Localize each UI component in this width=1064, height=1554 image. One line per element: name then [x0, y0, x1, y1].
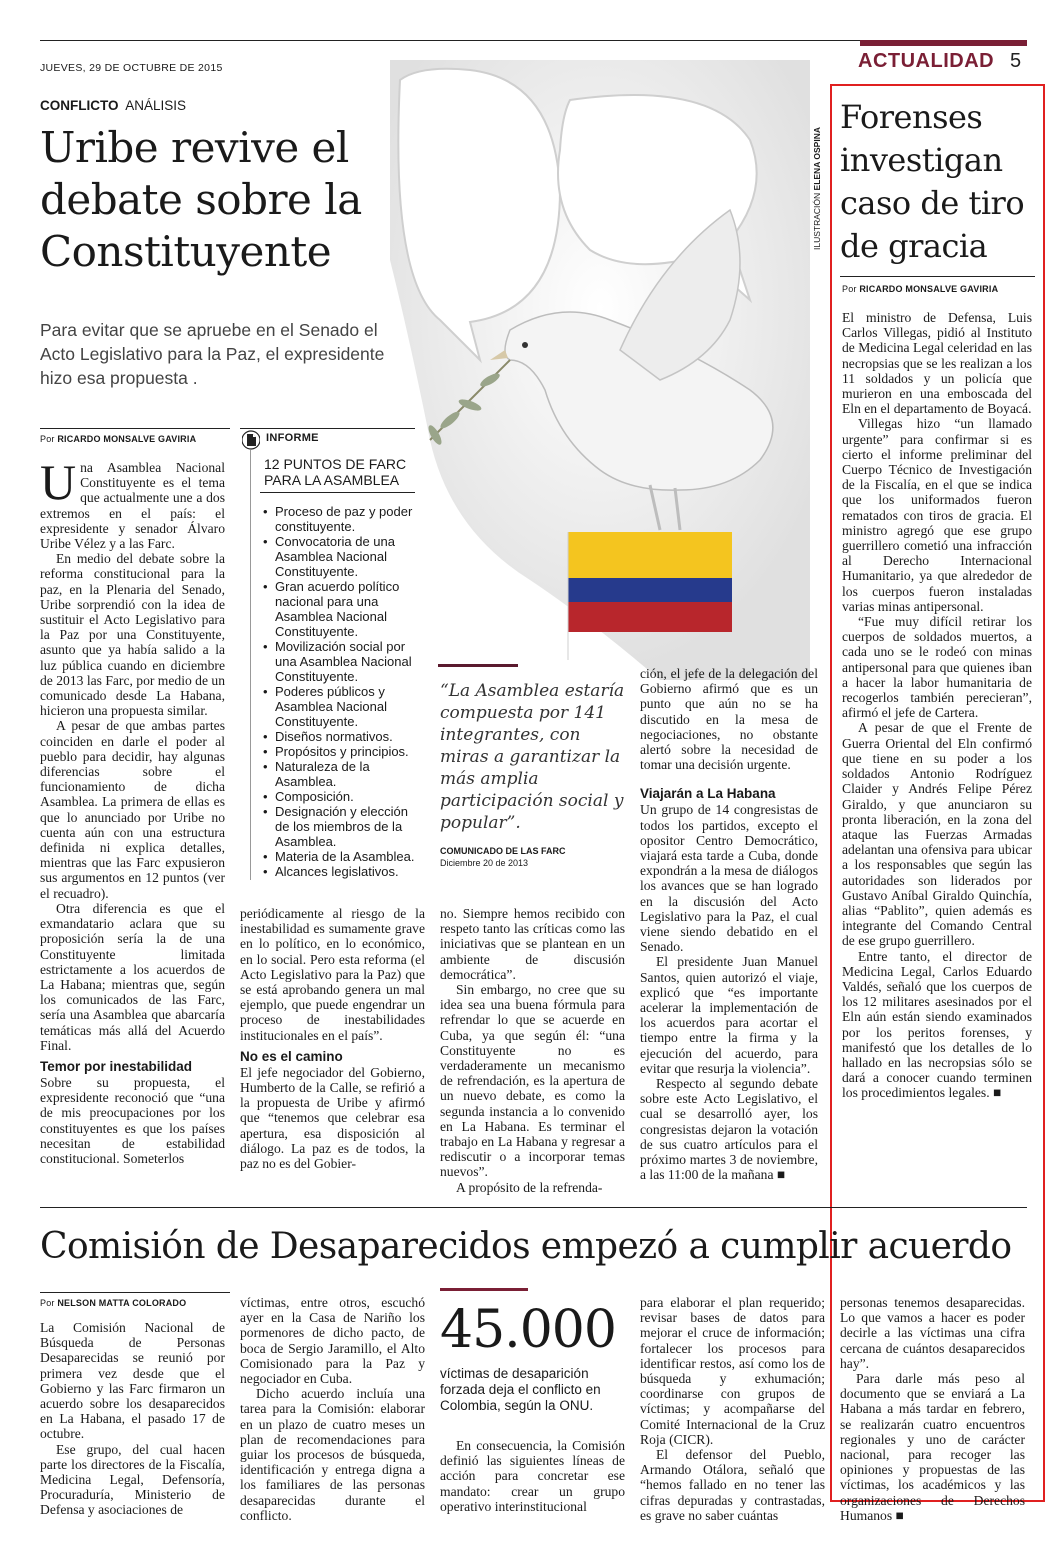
subhead-habana: Viajarán a La Habana: [640, 786, 776, 802]
informe-list: [263, 504, 418, 879]
main-col1: [40, 454, 225, 1166]
side-byline-rule: [840, 276, 1035, 277]
col2-para-1: periódicamente al riesgo de la inestabilidad es sumamente grave en lo político, en lo económico, en lo social. Pero esta reforma (el Acto Legislativo para la Paz) que se está aprobando genera un mal ejemplo, que puede engendrar un proceso de inestabilidades institucionales en el país”.: [240, 906, 425, 1043]
side-byline-name: RICARDO MONSALVE GAVIRIA: [859, 284, 999, 294]
col1-para-4: Otra diferencia es que el exmandatario aclara que su proposición sería la de una Constituyente limitada estrictamente a los acuerdos de La Habana; mientras que, según los comunicados de las Farc, sería una Asamblea que abarcaría temáticas más allá del Acuerdo Final.: [40, 900, 225, 1053]
informe-rule: [240, 428, 415, 429]
byline-prefix: Por: [40, 434, 55, 444]
informe-item: • Materia de la Asamblea.: [263, 849, 418, 864]
bottom-col1: [40, 1320, 225, 1518]
informe-item: • Naturaleza de la Asamblea.: [263, 759, 418, 789]
stat-caption: víctimas de desaparición forzada deja el conflicto en Colombia, según la ONU.: [440, 1366, 601, 1413]
side-para-4: A pesar de que el Frente de Guerra Oriental del Eln confirmó que tiene en su poder a los soldados Antonio Rodríguez Claider y Andrés Felipe Pérez Giraldo, y que anunciaron su pronta liberación, en la zona del ataque las Fuerzas Armadas adelantan una ofensiva para ubicar a los responsables que según las autoridades son liderados por Gustavo Aníbal Giraldo Quinchía, alias “Pablito”, quien además es integrante del Comando Central de ese grupo guerrillero.: [842, 720, 1032, 949]
bottom-col1-para-1: La Comisión Nacional de Búsqueda de Personas Desaparecidas se reunió por primera vez desde que el Gobierno y las Farc firmaron un acuerdo sobre los desaparecidos en La Habana, el pasado 17 de octubre.: [40, 1320, 225, 1442]
bottom-byline: [40, 1298, 186, 1308]
informe-item: • Composición.: [263, 789, 418, 804]
bottom-col5-para-2: Para darle más peso al documento que se enviará a La Habana a más tardar en febrero, se realizarán cuatro encuentros regionales y uno de carácter nacional, para recoger las opiniones y propuestas de las víctimas, los académicos y las organizaciones de Derechos Humanos ■: [840, 1371, 1025, 1523]
col1-para-1: Una Asamblea Nacional Constituyente es el tema que actualmente une a dos extremos en el país: el expresidente y senador Álvaro Uribe Vélez y a las Farc.: [40, 454, 225, 552]
bottom-byline-rule: [40, 1292, 230, 1293]
document-icon: [242, 430, 260, 450]
informe-item: • Movilización social por una Asamblea Nacional Constituyente.: [263, 639, 418, 684]
col4-para-2: Un grupo de 14 congresistas de todos los partidos, excepto el opositor Centro Democrático, viajará esta tarde a Cuba, donde expondrán a la mesa de diálogos los avances que se han logrado en la discusión del Acto Legislativo para la Paz, el cual viene siendo debatido en el Senado.: [640, 802, 818, 955]
illustration-credit-name: ELENA OSPINA: [812, 127, 822, 191]
kicker: [40, 98, 186, 113]
bottom-col2-para-2: Dicho acuerdo incluía una tarea para la Comisión: elaborar en un plazo de cuatro meses un plan de recomendaciones para guiar los procesos de búsqueda, identificación y entrega digna a los familiares de las personas desaparecidas durante el conflicto.: [240, 1386, 425, 1523]
main-col2: [240, 906, 425, 1171]
col4-para-3: El presidente Juan Manuel Santos, quien autorizó el viaje, explicó que “es importante acelerar la implementación de los acuerdos para acortar el tiempo entre la firma y la ejecución del acuerdo, para evitar que resurja la violencia”.: [640, 954, 818, 1076]
side-para-1: El ministro de Defensa, Luis Carlos Villegas, pidió al Instituto de Medicina Legal celeridad en las necropsias que se les realizan a los 11 soldados y un policía que murieron en una emboscada del Eln en el departamento de Boyacá.: [842, 310, 1032, 417]
col3-para-2: Sin embargo, no cree que su idea sea una buena fórmula para refrendar lo que se acuerde en Cuba, ya que según él: “una Constituyente no es verdaderamente un mecanismo de refrendación, es la apertura de un nuevo debate, es como la segunda instancia a lo convenido en La Habana. Es terminar el trabajo en La Habana y regresar a rediscutir o a incorporar temas nuevos”.: [440, 982, 625, 1180]
bottom-col4: [640, 1295, 825, 1523]
pull-quote: “La Asamblea estaría compuesta por 141 integrantes, con miras a garantizar la más amplia participación social y popular”.: [440, 681, 625, 833]
informe-title: 12 PUNTOS DE FARC PARA LA ASAMBLEA: [264, 456, 407, 488]
quote-date: Diciembre 20 de 2013: [440, 858, 529, 868]
col3-para-3: A propósito de la refrenda-: [456, 1179, 603, 1195]
bottom-col5: [840, 1295, 1025, 1523]
main-byline: [40, 434, 196, 444]
kicker-type: ANÁLISIS: [125, 98, 187, 113]
col1-para-5: Sobre su propuesta, el expresidente reconoció que “una de mis preocupaciones por los constituyentes es que los países necesitan de estabilidad constitucional. Someterlos: [40, 1074, 225, 1166]
stat-bar: [440, 1288, 528, 1291]
byline-name: RICARDO MONSALVE GAVIRIA: [57, 434, 197, 444]
informe-item: • Gran acuerdo político nacional para una Asamblea Nacional Constituyente.: [263, 579, 418, 639]
side-para-5: Entre tanto, el director de Medicina Legal, Carlos Eduardo Valdés, señaló que los cuerpos de los 12 militares asesinados por el Eln aún están siendo examinados por los peritos forenses, y manifestó que los detalles de lo hallado en las necropsias sólo se dará a conocer cuando terminen los procedimientos legales. ■: [842, 948, 1032, 1101]
bottom-col2: [240, 1295, 425, 1523]
informe-item: • Designación y elección de los miembros de la Asamblea.: [263, 804, 418, 849]
bottom-col2-para-1: víctimas, entre otros, escuchó ayer en la Casa de Nariño los pormenores de dicho pacto, de boca de Sergio Jaramillo, el Alto Comisionado para la Paz y negociador en Cuba.: [240, 1295, 425, 1387]
quote-source: COMUNICADO DE LAS FARC: [440, 846, 566, 856]
bottom-col5-para-1: personas tenemos desaparecidas. Lo que vamos a hacer es poder decirle a las víctimas una cifra cercana de cuántos desaparecidos hay”.: [840, 1295, 1025, 1371]
bottom-col4-para-1: para elaborar el plan requerido; revisar bases de datos para mejorar el cruce de información; fortalecer los procesos para identificar restos, así como los de búsqueda y exhumación; coordinarse con grupos de víctimas; y acompañarse del Comité Internacional de la Cruz Roja (CICR).: [640, 1295, 825, 1447]
illustration-credit-prefix: ILUSTRACIÓN: [812, 192, 822, 250]
bottom-headline: Comisión de Desaparecidos empezó a cumplir acuerdo: [40, 1226, 1012, 1267]
bottom-col3: [440, 1438, 625, 1514]
side-byline: [842, 284, 998, 294]
byline-rule: [40, 428, 230, 429]
main-col4: [640, 666, 818, 1183]
bottom-byline-prefix: Por: [40, 1298, 55, 1308]
col1-para-3: A pesar de que ambas partes coinciden en darle el poder al pueblo para decidir, hay algunas diferencias sobre el funcionamiento de dicha Asamblea. La primera de ellas es que lo anunciado por Uribe no cuenta aún con una estructura definida ni explica detalles, mientras que las Farc expusieron sus argumentos en 12 puntos (ver el recuadro).: [40, 718, 225, 901]
informe-item: • Propósitos y principios.: [263, 744, 418, 759]
bottom-top-rule: [40, 1207, 1027, 1208]
dropcap: U: [40, 454, 77, 510]
main-col3: [440, 906, 625, 1195]
side-headline: Forenses investigan caso de tiro de gracia: [840, 98, 1025, 265]
side-byline-prefix: Por: [842, 284, 857, 294]
kicker-topic: CONFLICTO: [40, 98, 119, 113]
issue-date: JUEVES, 29 DE OCTUBRE DE 2015: [40, 62, 223, 74]
informe-side-rule: [250, 450, 251, 880]
col1-para-2: En medio del debate sobre la reforma constitucional para la paz, en la Plenaria del Senado, Uribe sorprendió con la idea de sustituir el Acto Legislativo para la Paz por una Constituyente, asunto que ya había salido a la luz pública cuando en diciembre de 2013 las Farc, por medio de un comunicado desde La Habana, hicieron una propuesta similar.: [40, 551, 225, 719]
informe-item: • Proceso de paz y poder constituyente.: [263, 504, 418, 534]
page-number: 5: [1010, 50, 1022, 72]
col2-para-2: El jefe negociador del Gobierno, Humberto de la Calle, se refirió a la propuesta de Uribe y afirmó que “tenemos que celebrar esa apertura, esa disposición al diálogo. La paz es de todos, la paz no es del Gobier-: [240, 1064, 425, 1172]
side-para-2: Villegas hizo “un llamado urgente” para confirmar si es cierto el informe preliminar del Cuerpo Técnico de Investigación de la Fiscalía, en el que se indica que los uniformados fueron rematados con tiros de gracia. El ministro agregó que ese grupo guerrillero cometió una infracción al Derecho Internacional Humanitario, ya que alrededor de los cuerpos fueron instaladas varias minas antipersonal.: [842, 416, 1032, 614]
informe-label: INFORME: [266, 432, 319, 444]
side-para-3: “Fue muy difícil retirar los cuerpos de soldados muertos, a cada uno se le rodeó con minas antipersonal para que quienes iban a hacer la labor humanitaria de recogerlos también perecieran”, afirmó el jefe de Cartera.: [842, 614, 1032, 721]
main-lede: Para evitar que se apruebe en el Senado el Acto Legislativo para la Paz, el expresidente hizo esa propuesta .: [40, 320, 385, 388]
col4-para-1: ción, el jefe de la delegación del Gobierno afirmó que es un punto que aún no se ha discutido en la mesa de negociaciones, no obstante alertó sobre la necesidad de tomar una decisión urgente.: [640, 666, 818, 773]
stat-number: 45.000: [440, 1300, 616, 1360]
col4-para-4: Respecto al segundo debate sobre este Acto Legislativo, el cual se desarrolló ayer, los congresistas dejaron la votación de sus cuatro artículos para el próximo martes 3 de noviembre, a las 11:00 de la mañana ■: [640, 1076, 818, 1183]
subhead-temor: Temor por inestabilidad: [40, 1058, 193, 1074]
bottom-col4-para-2: El defensor del Pueblo, Armando Otálora, señaló que “hemos fallado en no tener las cifras depuradas y contrastadas, es grave no saber cuántas: [640, 1447, 825, 1523]
quote-bar: [438, 664, 518, 667]
section-name: ACTUALIDAD: [858, 50, 995, 72]
bottom-col3-para-1: En consecuencia, la Comisión definió las siguientes líneas de acción para concretar ese mandato: crear un grupo operativo interinstitucional: [440, 1438, 625, 1514]
informe-item: • Poderes públicos y Asamblea Nacional Constituyente.: [263, 684, 418, 729]
informe-item: • Alcances legislativos.: [263, 864, 418, 879]
bottom-col1-para-2: Ese grupo, del cual hacen parte los directores de la Fiscalía, Medicina Legal, Defensoría, Procuraduría, Ministerio de Defensa y asociaciones de: [40, 1441, 225, 1518]
illustration-credit: [812, 100, 824, 250]
side-body: [842, 310, 1032, 1101]
col3-para-1: no. Siempre hemos recibido con respeto tanto las críticas como las iniciativas que se plantean en un ambiente de discusión democrática”.: [440, 906, 625, 982]
informe-item: • Diseños normativos.: [263, 729, 418, 744]
subhead-camino: No es el camino: [240, 1048, 343, 1064]
section-color-bar: [860, 40, 1027, 46]
informe-title-rule: [260, 492, 415, 493]
informe-item: • Convocatoria de una Asamblea Nacional Constituyente.: [263, 534, 418, 579]
main-headline: Uribe revive el debate sobre la Constituyente: [40, 123, 362, 276]
bottom-byline-name: NELSON MATTA COLORADO: [57, 1298, 187, 1308]
